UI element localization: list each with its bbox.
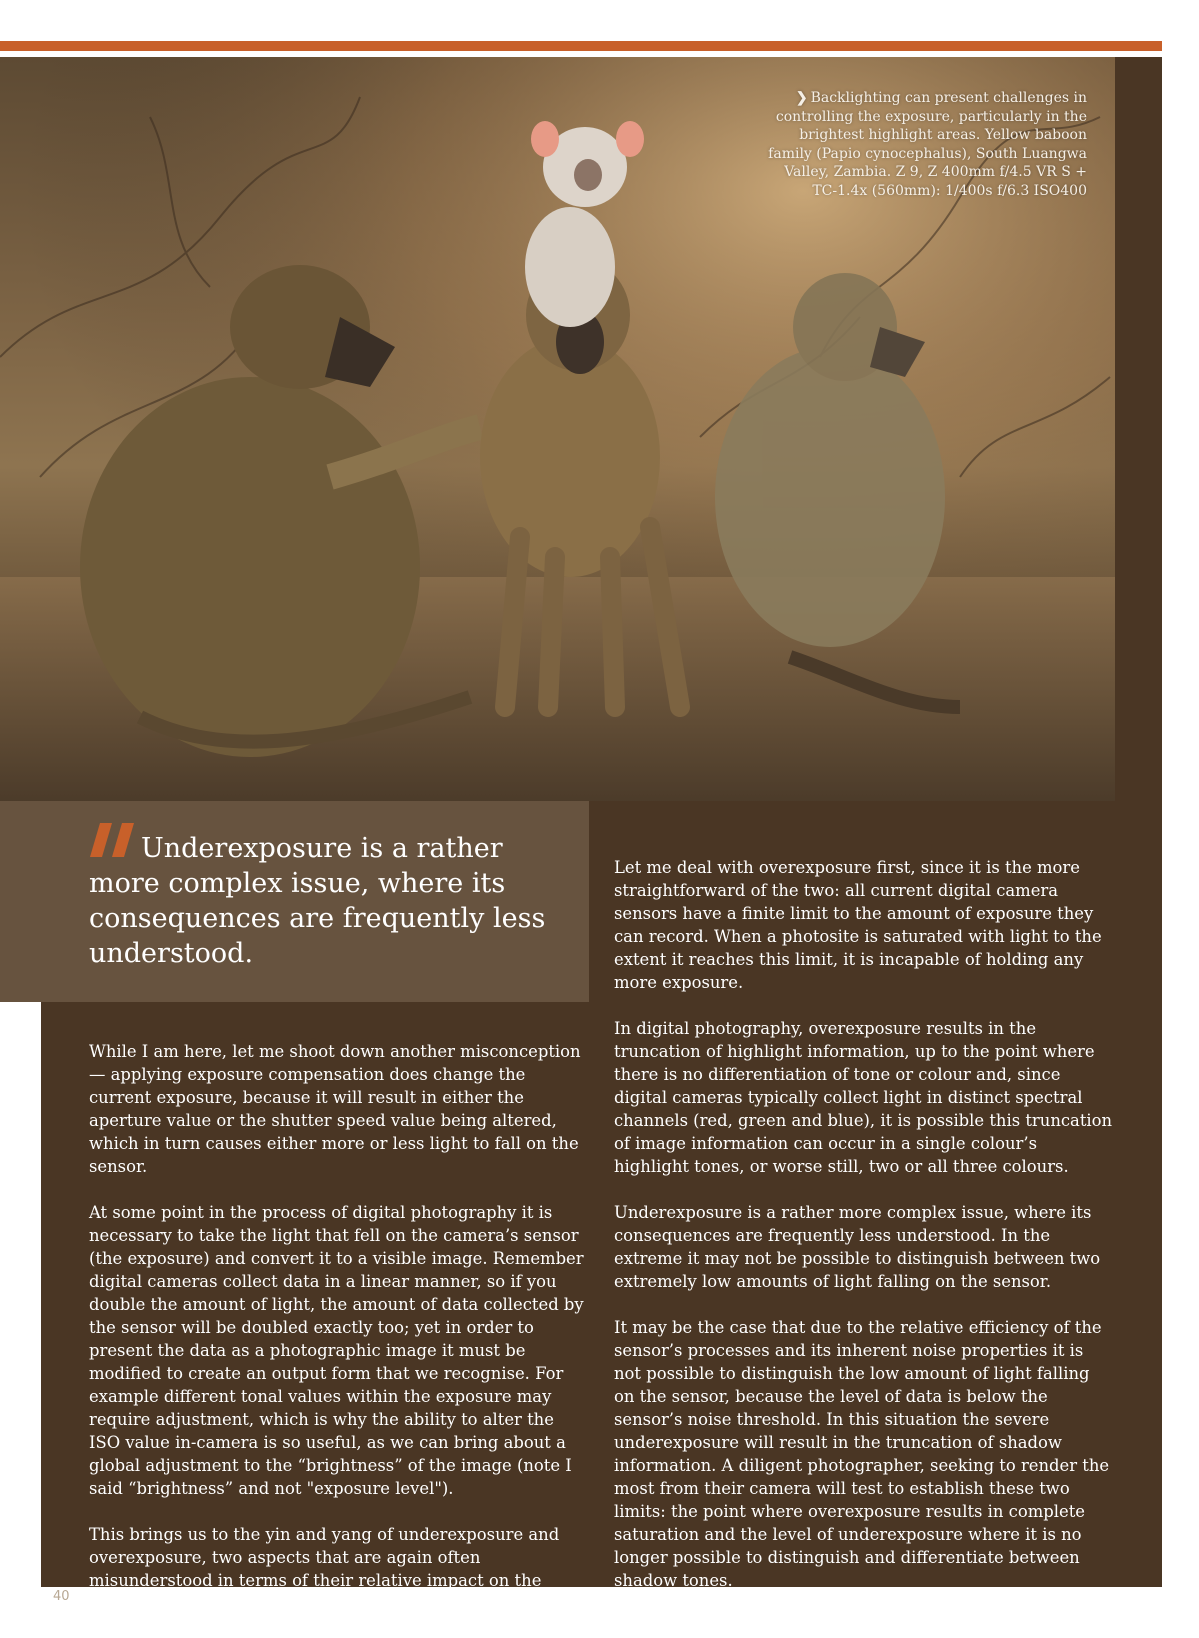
caption-text: Backlighting can present challenges in controlling the exposure, particularly in the brightest highlight areas. Yellow baboon family (Papio cynocephalus), South Luangwa Valley, Zambia. Z 9, Z 400mm f/4.5 VR S + TC-1.4x (560mm): 1/400s f/6.3 ISO400 bbox=[768, 90, 1087, 199]
body-paragraph: Underexposure is a rather more complex issue, where its consequences are frequently less understood. In the extreme it may not be possible to distinguish between two extremely low amounts of light falling on the sensor. bbox=[614, 1203, 1101, 1291]
top-accent-rule bbox=[0, 41, 1162, 51]
body-paragraph: This brings us to the yin and yang of underexposure and overexposure, two aspects that are again often misunderstood in terms of their relative impact on the quality of the final image. bbox=[89, 1525, 560, 1613]
chevron-right-icon: ❯ bbox=[795, 90, 808, 106]
body-paragraph: In digital photography, overexposure results in the truncation of highlight information, up to the point where there is no differentiation of tone or colour and, since digital cameras typically collect light in distinct spectral channels (red, green and blue), it is possible this truncation of image information can occur in a single colour’s highlight tones, or worse still, two or all three colours. bbox=[614, 1019, 1113, 1176]
right-column bbox=[614, 856, 1114, 1615]
left-column bbox=[89, 1040, 589, 1638]
pull-quote-text: Underexposure is a rather more complex issue, where its consequences are frequently less understood. bbox=[89, 833, 546, 969]
body-paragraph: It may be the case that due to the relative efficiency of the sensor’s processes and its inherent noise properties it is not possible to distinguish the low amount of light falling on the sensor, because the level of data is below the sensor’s noise threshold. In this situation the severe underexposure will result in the truncation of shadow information. A diligent photographer, seeking to render the most from their camera will test to establish these two limits: the point where overexposure results in complete saturation and the level of underexposure where it is no longer possible to distinguish and differentiate between shadow tones. bbox=[614, 1318, 1110, 1590]
baboon-photo bbox=[0, 57, 1115, 801]
pull-quote-box bbox=[0, 801, 589, 1002]
body-paragraph: While I am here, let me shoot down another misconception — applying exposure compensation does change the current exposure, because it will result in either the aperture value or the shutter speed value being altered, which in turn causes either more or less light to fall on the sensor. bbox=[89, 1042, 581, 1176]
body-paragraph: Let me deal with overexposure first, since it is the more straightforward of the two: all current digital camera sensors have a finite limit to the amount of exposure they can record. When a photosite is saturated with light to the extent it reaches this limit, it is incapable of holding any more exposure. bbox=[614, 858, 1102, 992]
page-number: 40 bbox=[53, 1589, 70, 1604]
photo-caption bbox=[767, 89, 1087, 200]
body-paragraph: At some point in the process of digital photography it is necessary to take the light that fell on the camera’s sensor (the exposure) and convert it to a visible image. Remember digital cameras collect data in a linear manner, so if you double the amount of light, the amount of data collected by the sensor will be doubled exactly too; yet in order to present the data as a photographic image it must be modified to create an output form that we recognise. For example different tonal values within the exposure may require adjustment, which is why the ability to alter the ISO value in-camera is so useful, as we can bring about a global adjustment to the “brightness” of the image (note I said “brightness” and not "exposure level"). bbox=[89, 1203, 584, 1498]
